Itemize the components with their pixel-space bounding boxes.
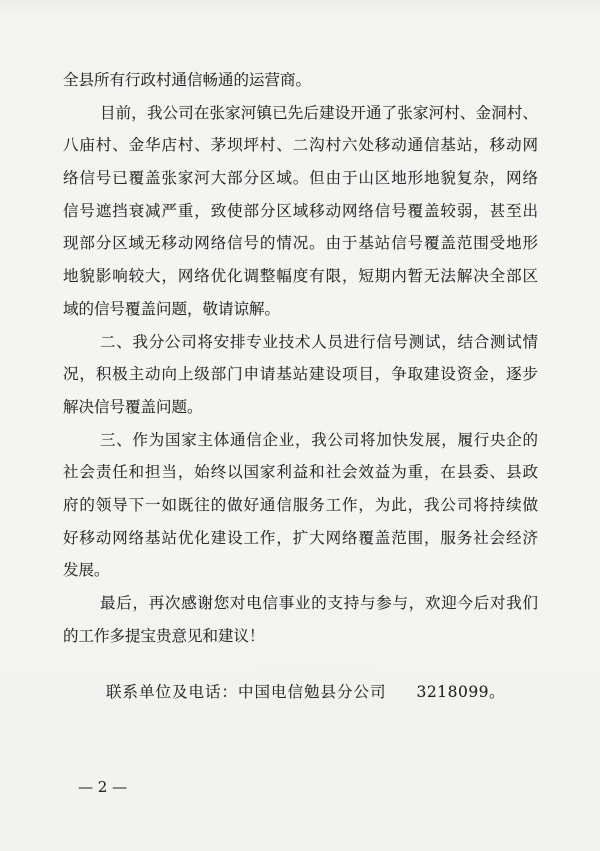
text-line: 解决信号覆盖问题。 <box>63 397 203 416</box>
text-line: 况，积极主动向上级部门申请基站建设项目，争取建设资金，逐步 <box>63 365 538 384</box>
text-line: 二、我分公司将安排专业技术人员进行信号测试，结合测试情 <box>100 332 538 351</box>
paragraph-current-status <box>63 97 538 326</box>
continuation-line: 全县所有行政村通信畅通的运营商。 <box>63 71 312 89</box>
paragraph-item-three <box>63 424 538 587</box>
paragraph-closing <box>63 587 538 652</box>
text-line: 域的信号覆盖问题，敬请谅解。 <box>63 299 281 318</box>
text-line: 络信号已覆盖张家河大部分区域。但由于山区地形地貌复杂，网络 <box>63 169 538 188</box>
text-line: 现部分区域无移动网络信号的情况。由于基站信号覆盖范围受地形 <box>63 234 538 253</box>
text-line: 三、作为国家主体通信企业，我公司将加快发展，履行央企的 <box>100 430 538 449</box>
text-line: 好移动网络基站优化建设工作，扩大网络覆盖范围，服务社会经济 <box>63 528 538 547</box>
contact-info <box>63 676 538 709</box>
text-line: 目前，我公司在张家河镇已先后建设开通了张家河村、金洞村、 <box>100 103 538 122</box>
page-number: — 2 — <box>78 778 128 796</box>
contact-phone: 3218099。 <box>416 683 506 702</box>
text-line: 八庙村、金华店村、茅坝坪村、二沟村六处移动通信基站，移动网 <box>63 136 538 155</box>
text-line: 的工作多提宝贵意见和建议！ <box>63 626 265 645</box>
text-line: 地貌影响较大，网络优化调整幅度有限，短期内暂无法解决全部区 <box>63 267 538 286</box>
text-line: 最后，再次感谢您对电信事业的支持与参与，欢迎今后对我们 <box>100 594 538 612</box>
body-text <box>63 64 538 709</box>
text-line: 社会责任和担当，始终以国家利益和社会效益为重，在县委、县政 <box>63 463 538 482</box>
contact-label: 联系单位及电话：中国电信勉县分公司 <box>106 683 387 702</box>
text-line: 发展。 <box>63 561 110 580</box>
text-line: 信号遮挡衰减严重，致使部分区域移动网络信号覆盖较弱，甚至出 <box>63 201 538 220</box>
text-line: 府的领导下一如既往的做好通信服务工作，为此，我公司将持续做 <box>63 495 538 514</box>
paragraph-item-two <box>63 326 538 424</box>
